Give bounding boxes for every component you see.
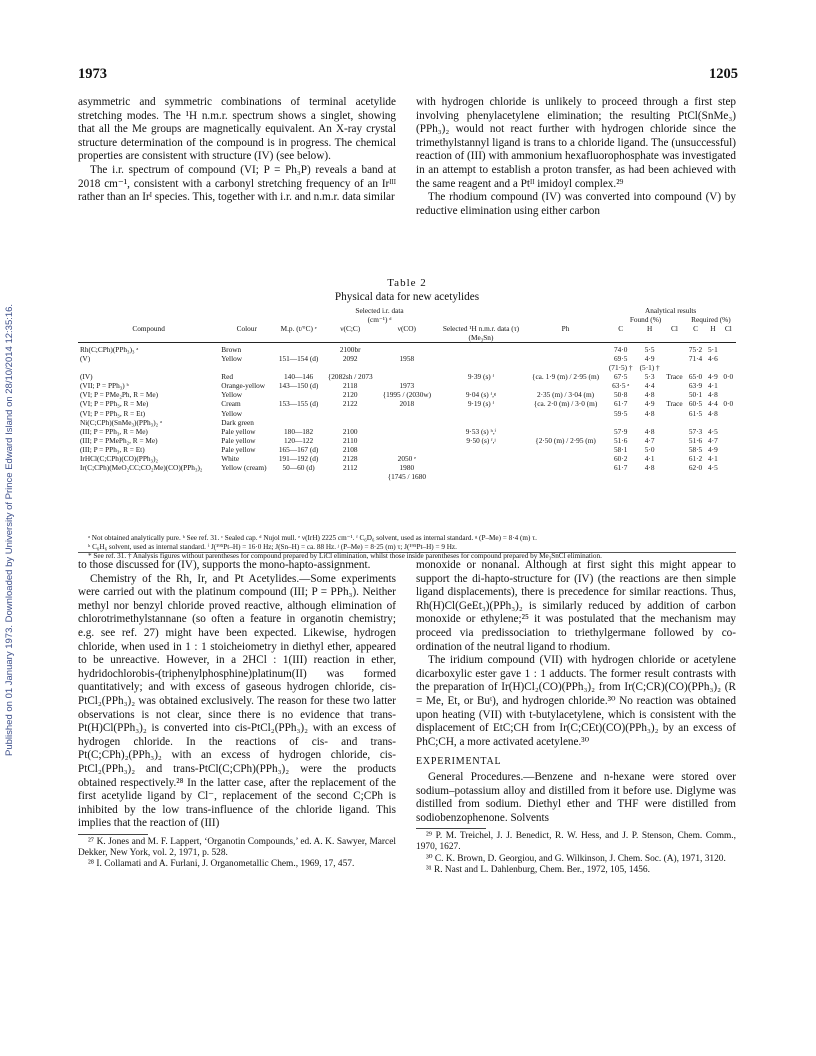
cell-ph (526, 354, 605, 363)
cell-colour: Yellow (221, 408, 243, 418)
paragraph: asymmetric and symmetric combinations of terminal acetylide stretching modes. The ¹H n.m.r. spectrum shows a singlet, showing that all the Me groups are magnetically equivalent. An X-ray crystal structure determination of the compound is in progress. The chemical properties are consistent with structure (IV) (see below). (78, 96, 396, 163)
cell-cl (663, 454, 686, 463)
cell-colour: Pale yellow (221, 426, 256, 436)
cell-cl (663, 463, 686, 472)
cell-rh: 4·6 (708, 353, 718, 363)
cell-h: 4·8 (644, 408, 655, 418)
cell-cl (663, 472, 686, 481)
cell-mp: 50—60 (d) (282, 463, 315, 473)
cell-rh (705, 363, 720, 372)
col-rcl: Cl (724, 324, 732, 334)
cell-c: 74·0 (614, 344, 628, 354)
cell-compound: (VI; P = PMe₂Ph, R = Me) (80, 390, 159, 400)
table-row (78, 418, 736, 427)
cell-compound: Ni(C;CPh)(SnMe₃)(PPh₃)₂ ᵃ (80, 417, 162, 427)
cell-vcc (323, 409, 378, 418)
cell-vco (378, 427, 437, 436)
cell-cl (663, 427, 686, 436)
physical-data-table (78, 306, 736, 534)
table-row (78, 345, 736, 354)
cell-compound: (III; P = PMePh₂, R = Me) (80, 435, 158, 445)
cell-rcl (721, 418, 736, 427)
cell-rcl (721, 363, 736, 372)
cell-ph (526, 363, 605, 372)
cell-ph (526, 418, 605, 427)
cell-vcc: 2120 (342, 390, 358, 400)
cell-rc: 65·0 (688, 372, 703, 382)
cell-vcc: 2122 (342, 399, 358, 409)
cell-rh: 4·5 (708, 463, 718, 473)
footnote: ²⁷ K. Jones and M. F. Lappert, ‘Organotin Compounds,’ ed. A. K. Sawyer, Marcel Dekker, New York, vol. 2, 1971, p. 528. (78, 836, 396, 859)
cell-h: 5·3 (644, 372, 655, 382)
cell-vcc: {2082sh / 2073 (327, 372, 373, 382)
cell-rc: 61·2 (688, 454, 703, 463)
table-row (78, 436, 736, 445)
table-subtitle: Physical data for new acetylides (334, 291, 480, 303)
cell-ph (526, 409, 605, 418)
cell-me3sn: 9·04 (s) ᶠ,ᵍ (465, 390, 497, 400)
cell-rcl (721, 436, 736, 445)
required-header: Required (%) (691, 315, 731, 325)
cell-me3sn: 9·53 (s) ʰ,ⁱ (465, 426, 497, 436)
cell-rcl (721, 345, 736, 354)
cell-cl (663, 354, 686, 363)
cell-h: 4·7 (644, 435, 655, 445)
cell-vcc: 2100br (339, 344, 361, 354)
col-me3sn: (Me₃Sn) (468, 333, 494, 343)
cell-compound: (V) (80, 353, 91, 363)
cell-me3sn (436, 409, 526, 418)
download-watermark: Published on 01 January 1973. Downloaded by University of Prince Edward Island on 28/10/2014 12:35:16. (4, 303, 15, 757)
cell-rc: 57·3 (688, 426, 703, 436)
cell-colour: Orange-yellow (221, 381, 266, 391)
cell-me3sn (436, 363, 526, 372)
cell-mp: 143—150 (d) (278, 381, 319, 391)
cell-mp (274, 418, 323, 427)
found-header: Found (%) (629, 315, 662, 325)
cell-mp: 153—155 (d) (278, 399, 319, 409)
cell-colour: Pale yellow (221, 435, 256, 445)
table-row (78, 472, 736, 481)
cell-vco: 1980 (399, 463, 415, 473)
table-title: Table 2 (387, 277, 427, 289)
cell-rc: 50·1 (688, 390, 703, 400)
cell-me3sn: 9·19 (s) ᶠ (467, 399, 495, 409)
cell-cl (663, 445, 686, 454)
cell-mp (274, 345, 323, 354)
paragraph: to those discussed for (IV), supports the mono-hapto-assignment. (78, 559, 371, 571)
cell-rc (686, 472, 705, 481)
table-note: ᵃ Not obtained analytically pure. ᵇ See ref. 31. ᶜ Sealed cap. ᵈ Nujol mull. ᵉ ν(IrH) 2225 cm⁻¹. ᶠ C₆D₆ solvent, used as internal standard. ᵍ (P–Me) = 8·4 (m) τ. (88, 534, 537, 542)
paragraph: monoxide or nonanal. Although at first sight this might appear to support the di-hapto-structure for (IV) (the reactions are then simple ligand displacements), there is precedence for similar reactions. Thus, Rh(H)Cl(GeEt₃)(PPh₃)₂ is similarly reduced by addition of carbon monoxide or ethylene;²⁵ it was postulated that the mechanism may proceed via predissociation to triethylgermane followed by co-ordination of the neutral ligand to rhodium. (416, 559, 736, 653)
footnote-rule (416, 828, 486, 829)
cell-rh: 4·8 (708, 390, 718, 400)
cell-rc (686, 363, 705, 372)
footnote: ³¹ R. Nast and L. Dahlenburg, Chem. Ber., 1972, 105, 1456. (426, 864, 650, 875)
cell-c (605, 472, 636, 481)
cell-rh: 4·5 (708, 426, 718, 436)
cell-mp: 180—182 (284, 426, 314, 436)
cell-ph (526, 472, 605, 481)
cell-vco (378, 372, 437, 381)
col-vcc: ν(C;C) (340, 324, 361, 334)
table-row (78, 399, 736, 408)
cell-vcc (323, 363, 378, 372)
table-row (78, 463, 736, 472)
cell-rc: 71·4 (688, 353, 703, 363)
cell-rcl (721, 381, 736, 390)
cell-cl (663, 345, 686, 354)
ir-group-header: Selected i.r. data (355, 306, 404, 315)
cell-colour: Yellow (cream) (221, 463, 267, 473)
cell-mp (274, 409, 323, 418)
cell-vco: 1958 (399, 353, 415, 363)
cell-cl: Trace (666, 372, 683, 382)
cell-mp: 151—154 (d) (278, 353, 319, 363)
cell-cl (663, 418, 686, 427)
cell-rc: 60·5 (688, 399, 703, 409)
cell-vcc: 2092 (342, 353, 358, 363)
cell-vco (378, 436, 437, 445)
cell-rc: 63·9 (688, 381, 703, 391)
page-number: 1205 (709, 66, 738, 82)
cell-vcc: 2100 (342, 426, 358, 436)
cell-compound: (VII; P = PPh₃) ᵇ (80, 381, 129, 391)
cell-colour: White (221, 454, 240, 463)
cell-ph (526, 454, 605, 463)
cell-vcc: 2128 (342, 454, 358, 463)
cell-mp (274, 472, 323, 481)
cell-c: 69·5 (614, 353, 628, 363)
footnote: ³⁰ C. K. Brown, D. Georgiou, and G. Wilkinson, J. Chem. Soc. (A), 1971, 3120. (426, 853, 726, 864)
table-row (78, 372, 736, 381)
cell-ph (526, 427, 605, 436)
cell-h: 5·0 (644, 444, 655, 454)
table-note: ʰ C₆H₆ solvent, used as internal standard. ⁱ J(¹⁹⁵Pt–H) = 16·0 Hz; J(Sn–H) = ca. 88 Hz. ʲ (P–Me) = 8·25 (m) τ; J(¹⁹⁵Pt–H) = 9 Hz. (88, 542, 457, 551)
table-body (78, 345, 736, 481)
cell-compound (78, 363, 219, 372)
table-divider (78, 552, 736, 553)
cell-colour (219, 472, 274, 481)
table-row (78, 363, 736, 372)
cell-rcl: 0·0 (723, 372, 734, 382)
cell-h: 5·5 (644, 344, 655, 354)
cell-rcl (721, 445, 736, 454)
cell-cl (663, 409, 686, 418)
cell-vco (378, 363, 437, 372)
cell-cl (663, 381, 686, 390)
cell-mp: 120—122 (284, 435, 314, 445)
cell-colour: Dark green (221, 417, 254, 427)
cell-rcl (721, 427, 736, 436)
table-row (78, 390, 736, 399)
cell-rc (686, 418, 705, 427)
footnotes-left (78, 837, 396, 871)
ir-unit-header: (cm⁻¹) ᵈ (367, 315, 392, 325)
cell-colour: Red (221, 372, 234, 382)
cell-h: 4·4 (644, 381, 655, 391)
cell-colour: Cream (221, 399, 241, 409)
cell-compound: (VI; P = PPh₃, R = Me) (80, 399, 149, 409)
paragraph: The iridium compound (VII) with hydrogen chloride or acetylene dicarboxylic ester gave 1 : 1 adducts. The former result contrasts with the preparation of Ir(H)Cl₂(CO)(PPh₃)₂ from Ir(C;CR)(CO)(PPh₃)₂ (R = Me, Et, or Buᵗ), and hydrogen chloride.³⁰ No reaction was obtained upon heating (VII) with t-butylacetylene, which is consistent with the displacement of EtC;CH from Ir(C;CEt)(CO)(PPh₃)₂ by an excess of PhC;CH, a more activated acetylene.³⁰ (416, 654, 736, 748)
cell-mp: 191—192 (d) (278, 454, 319, 463)
cell-h: 4·8 (644, 426, 655, 436)
table-row (78, 445, 736, 454)
cell-rc: 75·2 (688, 344, 703, 354)
col-ph: Ph (561, 324, 570, 334)
cell-me3sn (436, 445, 526, 454)
cell-h: 4·9 (644, 399, 655, 409)
col-colour: Colour (236, 324, 257, 334)
cell-rh: 4·1 (708, 381, 718, 391)
cell-compound: (III; P = PPh₃, R = Me) (80, 426, 148, 436)
footnote: ²⁸ I. Collamati and A. Furlani, J. Organometallic Chem., 1969, 17, 457. (88, 859, 355, 870)
cell-me3sn: 9·39 (s) ᶠ (467, 372, 495, 382)
cell-rh: 4·9 (708, 372, 718, 382)
cell-vcc: 2112 (343, 463, 358, 473)
cell-rh (705, 418, 720, 427)
cell-c: 57·9 (614, 426, 628, 436)
table-note: * See ref. 31. † Analysis figures without parentheses for compound prepared by LiCl elimination, whilst those inside parentheses for compound prepared by Me₃SnCl elimination. (88, 551, 602, 560)
cell-vco (378, 409, 437, 418)
cell-rcl (721, 472, 736, 481)
cell-mp: 140—146 (284, 372, 314, 382)
cell-ph: 2·35 (m) / 3·04 (m) (536, 390, 595, 400)
cell-rc: 61·5 (688, 408, 703, 418)
cell-h: 4·8 (644, 390, 655, 400)
paragraph: The rhodium compound (IV) was converted into compound (V) by reductive elimination using either carbon (416, 191, 736, 217)
cell-ph (526, 463, 605, 472)
cell-mp (274, 363, 323, 372)
cell-vcc (323, 472, 378, 481)
cell-rh: 4·7 (708, 435, 718, 445)
cell-h: (5·1) † (639, 363, 660, 373)
cell-h (636, 472, 663, 481)
col-nmr: Selected ¹H n.m.r. data (τ) (442, 324, 520, 334)
cell-cl (663, 436, 686, 445)
cell-c: 67·5 (614, 372, 628, 382)
cell-colour: Pale yellow (221, 444, 256, 454)
col-mp: M.p. (t/°C) ᵉ (280, 324, 317, 334)
cell-ph: {ca. 1·9 (m) / 2·95 (m) (531, 372, 600, 382)
col-c: C (618, 324, 624, 334)
cell-c: 61·7 (614, 463, 628, 473)
data-table (78, 306, 736, 481)
cell-me3sn (436, 354, 526, 363)
cell-vcc: 2118 (343, 381, 358, 391)
cell-me3sn: 9·50 (s) ᶠ,ʲ (466, 435, 496, 445)
right-column-bottom (416, 559, 736, 876)
cell-me3sn (436, 454, 526, 463)
cell-rh: 4·9 (708, 444, 718, 454)
cell-compound: Rh(C;CPh)(PPh₃)₃ ᵃ (80, 344, 139, 354)
cell-rcl (721, 409, 736, 418)
cell-colour: Yellow (221, 390, 243, 400)
cell-c: 61·7 (614, 399, 628, 409)
footnote: ²⁹ P. M. Treichel, J. J. Benedict, R. W. Hess, and J. P. Stenson, Chem. Comm., 1970, 1627. (416, 831, 736, 853)
cell-rc: 58·5 (688, 444, 703, 454)
cell-me3sn (436, 463, 526, 472)
cell-vcc (323, 418, 378, 427)
cell-h: 4·1 (644, 454, 655, 463)
cell-me3sn (436, 418, 526, 427)
left-column-bottom (78, 559, 396, 870)
cell-c: 60·2 (614, 454, 628, 463)
cell-compound: (IV) (80, 372, 93, 382)
cell-colour (219, 363, 274, 372)
cell-c: 51·6 (614, 435, 628, 445)
col-compound: Compound (132, 324, 165, 334)
cell-vco: 2018 (399, 399, 415, 409)
cell-vco (378, 445, 437, 454)
footnote-rule (78, 834, 148, 835)
cell-rcl (721, 390, 736, 399)
cell-rc: 62·0 (688, 463, 703, 473)
cell-ph (526, 445, 605, 454)
cell-rh (705, 472, 720, 481)
paragraph: Chemistry of the Rh, Ir, and Pt Acetylides.—Some experiments were carried out with the platinum compound (III; P = PPh₃). Neither methyl nor benzyl chloride proved reactive, although elimination of chlorotrimethylstannane (so often a feature in organotin chemistry; e.g. see ref. 27) might have been expected. Likewise, hydrogen chloride, when used in 1 : 1 stoicheiometry in diethyl ether, appeared to be unreactive. However, in a 2HCl : 1(III) reaction in ether, hydridochlorobis-(triphenylphosphine)platinum(II) was formed quantitatively; and with excess of gaseous hydrogen chloride, cis-PtCl₂(PPh₃)₂ was obtained exclusively. The reason for these two latter observations is not clear, since there is no evidence that trans-Pt(H)Cl(PPh₃)₂ is converted into cis-PtCl₂(PPh₃)₂ with an excess of hydrogen chloride. In the reactions of cis- and trans-Pt(C;CPh)₂(PPh₃)₂ with an excess of hydrogen chloride, cis-PtCl₂(PPh₃)₂ and trans-PtCl(C;CPh)(PPh₃)₂ were the products obtained respectively.²⁸ In the latter case, after the replacement of the first acetylide ligand by Cl⁻, replacement of the second C;CPh is inhibited by the low trans-influence of the chloride ligand. This implies that the reaction of (III) (78, 572, 396, 830)
footnotes-right (416, 831, 736, 876)
cell-ph (526, 345, 605, 354)
table-row (78, 454, 736, 463)
left-column-top (78, 96, 396, 205)
cell-compound: (VI; P = PPh₃, R = Et) (80, 408, 146, 418)
cell-c: 59·5 (614, 408, 628, 418)
cell-rh: 4·1 (708, 454, 718, 463)
cell-ph: {2·50 (m) / 2·95 (m) (535, 435, 596, 445)
cell-h: 4·8 (644, 463, 655, 473)
cell-rh: 4·4 (708, 399, 718, 409)
cell-cl (663, 390, 686, 399)
cell-cl (663, 363, 686, 372)
col-h: H (647, 324, 653, 334)
cell-cl: Trace (666, 399, 683, 409)
analytical-header: Analytical results (644, 306, 697, 315)
cell-vco (378, 345, 437, 354)
paragraph: with hydrogen chloride is unlikely to proceed through a first step involving phenylacetylene elimination; the resulting PtCl(SnMe₃)(PPh₃)₂ would not react further with hydrogen chloride since the trimethylstannyl ligand is trans to a chloride ligand. The (unsuccessful) reaction of (III) with ammonium hexafluorophosphate was investigated in an attempt to establish a proton transfer, as had been achieved with the same reagent and a Ptᴵᴵ imidoyl complex.²⁹ (416, 96, 736, 190)
cell-c: 58·1 (614, 444, 628, 454)
table-row (78, 427, 736, 436)
table-row (78, 409, 736, 418)
cell-ph (526, 381, 605, 390)
cell-c: (71·5) † (608, 363, 633, 373)
col-vco: ν(CO) (397, 324, 416, 334)
right-column-top (416, 96, 736, 218)
cell-compound: (III; P = PPh₃, R = Et) (80, 444, 145, 454)
cell-vcc: 2108 (342, 444, 358, 454)
cell-vco (378, 418, 437, 427)
table-footnotes (88, 534, 736, 560)
table-row (78, 381, 736, 390)
cell-me3sn (436, 472, 526, 481)
cell-compound (78, 472, 219, 481)
cell-rc: 51·6 (688, 435, 703, 445)
col-cl: Cl (670, 324, 678, 334)
cell-colour: Brown (221, 344, 242, 354)
cell-me3sn (436, 345, 526, 354)
cell-rcl (721, 463, 736, 472)
cell-c (605, 418, 636, 427)
cell-c: 50·8 (614, 390, 628, 400)
paragraph: The i.r. spectrum of compound (VI; P = Ph₃P) reveals a band at 2018 cm⁻¹, consistent with a carbonyl stretching frequency of an Irᴵᴵᴵ rather than an Irᴵ species. This, together with i.r. and n.m.r. data similar (78, 163, 396, 204)
cell-compound: Ir(C;CPh)(MeO₂CC;CO₂Me)(CO)(PPh₃)₂ (80, 463, 203, 473)
cell-me3sn (436, 381, 526, 390)
cell-mp (274, 390, 323, 399)
cell-colour: Yellow (221, 353, 243, 363)
cell-vco: 2050 ᵉ (397, 454, 416, 463)
cell-ph: {ca. 2·0 (m) / 3·0 (m) (533, 399, 598, 409)
section-heading: EXPERIMENTAL (416, 756, 502, 768)
page-header (78, 66, 738, 84)
cell-rcl (721, 454, 736, 463)
cell-vcc: 2110 (343, 435, 358, 445)
table-row (78, 354, 736, 363)
paragraph: General Procedures.—Benzene and n-hexane were stored over sodium–potassium alloy and distilled from it before use. Diglyme was distilled from sodium. Diethyl ether and THF were distilled from sodiobenzophenone. Solvents (416, 770, 736, 824)
cell-vco: {1995 / (2030w) (382, 390, 432, 400)
cell-rh: 4·8 (708, 408, 718, 418)
year-label: 1973 (78, 66, 107, 82)
cell-vco: 1973 (399, 381, 415, 391)
cell-h (636, 418, 663, 427)
cell-rcl: 0·0 (723, 399, 734, 409)
cell-compound: IrHCl(C;CPh)(CO)(PPh₃)₂ (80, 454, 159, 463)
col-rc: C (693, 324, 698, 334)
cell-rh: 5·1 (708, 344, 718, 354)
cell-h: 4·9 (644, 353, 655, 363)
cell-rcl (721, 354, 736, 363)
cell-c: 63·5 ᵃ (612, 381, 630, 391)
cell-mp: 165—167 (d) (278, 444, 319, 454)
cell-vco: {1745 / 1680 (387, 472, 426, 482)
col-rh: H (710, 324, 716, 334)
